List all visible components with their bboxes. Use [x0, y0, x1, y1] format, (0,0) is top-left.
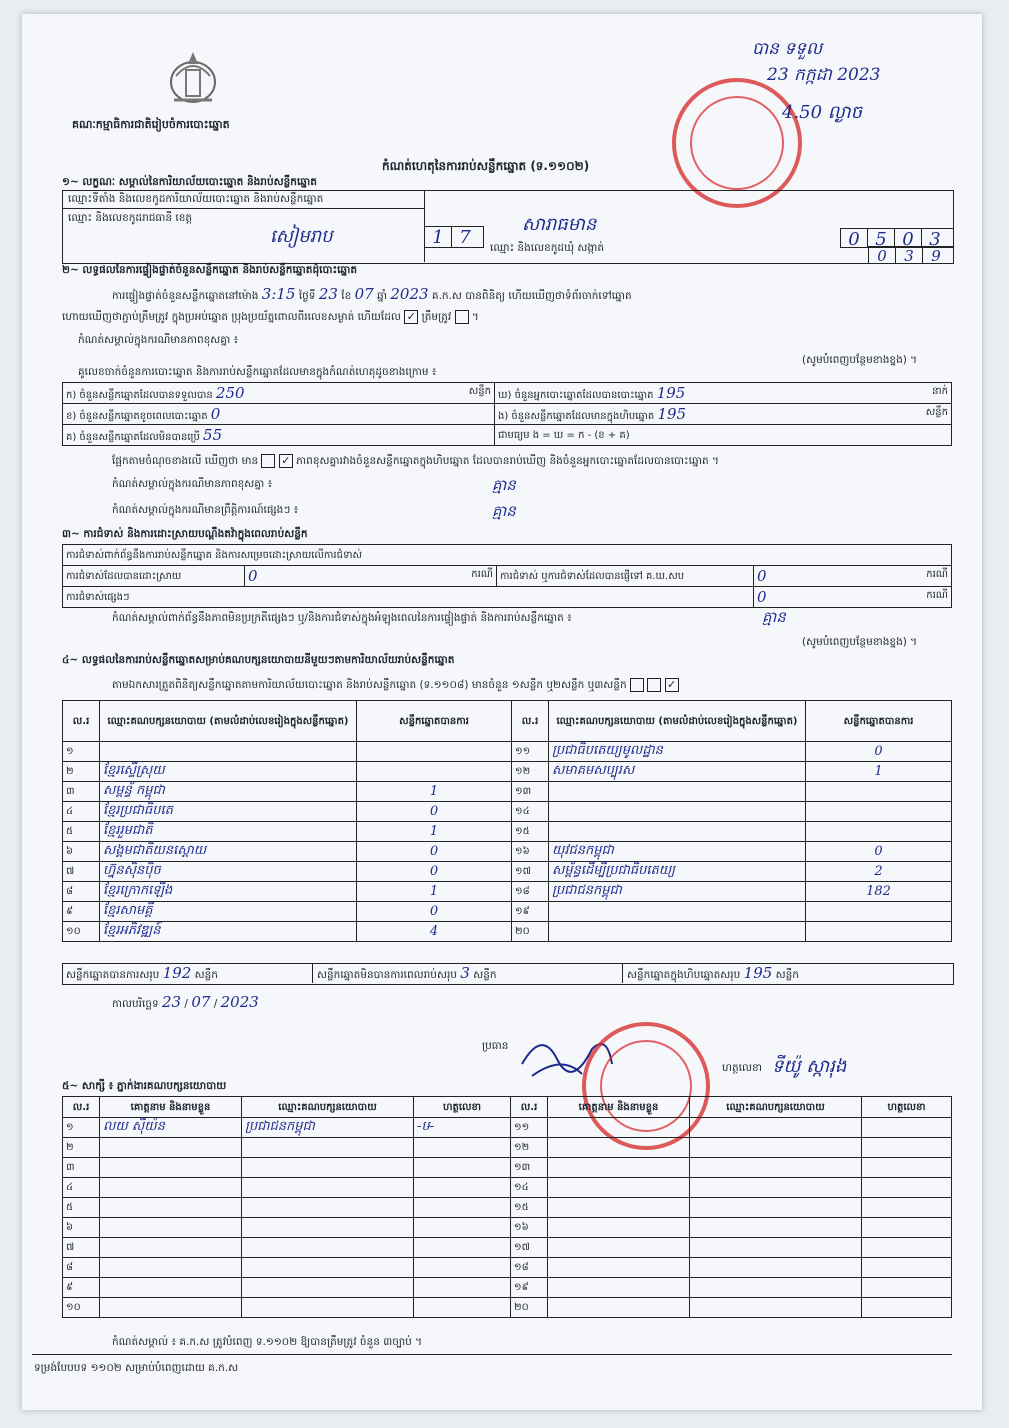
row-number: ១៧ [511, 1238, 548, 1258]
party-name: ខ្មែរសាមគ្គី [100, 902, 357, 922]
month-value: 07 [354, 285, 374, 303]
row-number: ២ [63, 1138, 100, 1158]
checkbox-empty[interactable] [455, 310, 469, 324]
table-row [63, 1198, 952, 1218]
party-name: សម្ព័ន្ធដើម្បីប្រជាធិបតេយ្យ [549, 862, 806, 882]
witness-name [548, 1118, 690, 1138]
province-code: 1 7 [424, 226, 484, 248]
witness-name [100, 1218, 242, 1238]
commune-label: ឈ្មោះ និងលេខកូដឃុំ សង្កាត់ [490, 242, 605, 254]
other-objection-count: 0 [757, 588, 767, 606]
section4-title: ៤~ លទ្ធផលនៃការរាប់សន្លឹកឆ្នោតសម្រាប់គណបក្សនយោបាយនីមួយៗតាមការិយាល័យរាប់សន្លឹកឆ្នោត [62, 654, 455, 666]
sign-label: ហត្ថលេខា [722, 1062, 762, 1074]
table-row [63, 1238, 952, 1258]
witness-party [690, 1298, 862, 1318]
total-in-box: សន្លឹកឆ្នោតក្នុងហិបឆ្នោតសរុប 195 សន្លឹក [627, 964, 799, 982]
objection-table: ការជំទាស់ពាក់ព័ន្ធនឹងការរាប់សន្លឹកឆ្នោត និងការសម្រេចដោះស្រាយលើការជំទាស់ ការជំទាស់ដែលបានដោះស្រាយ 0 ករណី ការជំទាស់ ឬការជំទាស់ដែលបានផ្ញើទៅ គ.ឃ.សប 0 ករណី ការជំទាស់ផ្សេងៗ 0 ករណី [62, 544, 952, 608]
witness-party [690, 1218, 862, 1238]
row-number: ៦ [63, 842, 100, 862]
party-name [549, 782, 806, 802]
witness-signature [862, 1278, 952, 1298]
party-name: ប្រជាធិបតេយ្យមូលដ្ឋាន [549, 742, 806, 762]
witness-name [100, 1138, 242, 1158]
row-number: ៦ [63, 1218, 100, 1238]
table-row [63, 862, 952, 882]
vote-count [357, 762, 512, 782]
table-row [63, 1218, 952, 1238]
party-name [549, 822, 806, 842]
witness-party [242, 1138, 414, 1158]
row-number: ២០ [512, 922, 549, 942]
row-number: ១៨ [511, 1258, 548, 1278]
section1-title: ១~ លក្ខណៈ សម្គាល់នៃការិយាល័យបោះឆ្នោត និងរាប់សន្លឹកឆ្នោត [62, 176, 317, 188]
witness-signature [862, 1258, 952, 1278]
committee-name: គណៈកម្មាធិការជាតិរៀបចំការបោះឆ្នោត [72, 118, 230, 131]
province-label: ឈ្មោះ និងលេខកូដរាជធានី ខេត្ត [68, 212, 193, 224]
witness-party: ប្រជាជនកម្ពុជា [242, 1118, 414, 1138]
checkbox-checked[interactable]: ✓ [279, 454, 293, 468]
vote-count: 1 [357, 782, 512, 802]
row-number: ៥ [63, 822, 100, 842]
vote-count: 0 [357, 842, 512, 862]
witness-name [548, 1218, 690, 1238]
table-row [63, 762, 952, 782]
fill-note-1: (សូមបំពេញបន្ថែមខាងខ្នង) ។ [802, 354, 918, 366]
witness-party [690, 1158, 862, 1178]
row-number: ១៤ [512, 802, 549, 822]
table-row [63, 882, 952, 902]
party-name [549, 902, 806, 922]
witness-party [242, 1198, 414, 1218]
table-row [63, 1138, 952, 1158]
row-number: ៥ [63, 1198, 100, 1218]
row-number: ១ [63, 1118, 100, 1138]
province-name: សៀមរាប [270, 226, 333, 247]
witness-party [242, 1258, 414, 1278]
witness-signature [414, 1198, 511, 1218]
party-name [549, 802, 806, 822]
vote-count: 0 [806, 842, 952, 862]
witness-party [242, 1158, 414, 1178]
table-row [63, 822, 952, 842]
witness-name: លយ ស៊ីយ៉ន [100, 1118, 242, 1138]
note2-label: កំណត់សម្គាល់ក្នុងករណីមានភាពខុសគ្នា ៖ [112, 478, 273, 490]
witness-name [548, 1158, 690, 1178]
checkbox-empty[interactable] [261, 454, 275, 468]
witness-party [242, 1218, 414, 1238]
witness-signature [414, 1258, 511, 1278]
witness-party [690, 1138, 862, 1158]
row-number: ១១ [512, 742, 549, 762]
section5-title: ៥~ សាក្សី ៖ ភ្នាក់ងារគណបក្សនយោបាយ [62, 1080, 227, 1092]
table-row [63, 1278, 952, 1298]
witness-name [548, 1278, 690, 1298]
received-note-line3: 4.50 ល្ងាច [782, 102, 863, 123]
vote-count [806, 782, 952, 802]
vote-count [806, 902, 952, 922]
row-number: ៩ [63, 902, 100, 922]
row-number: ១៩ [512, 902, 549, 922]
vote-count: 1 [357, 882, 512, 902]
witness-signature [862, 1218, 952, 1238]
fill-note-3: (សូមបំពេញបន្ថែមខាងខ្នង) ។ [802, 636, 918, 648]
section2-title: ២~ លទ្ធផលនៃការផ្ទៀងផ្ទាត់ចំនួនសន្លឹកឆ្នោត និងរាប់សន្លឹកឆ្នោតដុំបោះឆ្នោត [62, 264, 358, 276]
row-number: ៨ [63, 1258, 100, 1278]
row-number: ១០ [63, 922, 100, 942]
location-label: ឈ្មោះទីតាំង និងលេខកូដការិយាល័យបោះឆ្នោត និងរាប់សន្លឹកឆ្នោត [68, 193, 324, 205]
witness-party [242, 1238, 414, 1258]
table-row [63, 1118, 952, 1138]
row-number: ៤ [63, 802, 100, 822]
party-results-table: ល.រ ឈ្មោះគណបក្សនយោបាយ (តាមលំដាប់លេខរៀងក្នុងសន្លឹកឆ្នោត) សន្លឹកឆ្នោតបានការ ល.រ ឈ្មោះគណបក្សនយោបាយ (តាមលំដាប់លេខរៀងក្នុងសន្លឹកឆ្នោត) សន្លឹកឆ្នោតបានការ ១ ១១ ប្រជាធិបតេយ្យមូលដ្ឋាន 0 ២ ខ្មែរស្ទើស្រុយ ១២ សមាគមសប្បុរស 1 ៣ សម្ពន្ធ័ កម្ពុជា 1 ១៣ ៤ ខ្មែរប្រជាធិបតេ 0 ១៤ ៥ ខ្មែររួមជាតិ 1 ១៥ ៦ សង្គមជាតិយនស្ដោយ 0 ១៦ យុវជនកម្ពុជា 0 ៧ ហ្វ៊ុនស៊ិនប៉ិច 0 ១៧ សម្ព័ន្ធដើម្បីប្រជាធិបតេយ្យ 2 ៨ ខ្មែរក្រោកឡើង 1 ១៨ ប្រជាជនកម្ពុជា 182 ៩ ខ្មែរសាមគ្គី 0 ១៩ ១០ ខ្មែរអភិវឌ្ឍន៍ 4 ២០ [62, 700, 952, 942]
witness-party [242, 1298, 414, 1318]
witness-name [548, 1238, 690, 1258]
table-row [63, 842, 952, 862]
received-stamp [672, 78, 802, 208]
witness-signature [414, 1138, 511, 1158]
verification-line2: ហោយឃើញថាភ្ជាប់ត្រឹមត្រូវ ក្នុងប្រអប់ឆ្នោត ប្រុងប្រយ័ត្នពោលពីរលេខសម្ងាត់ ហើយដែល ✓ ត្រឹមត្រូវ ។ [62, 310, 479, 323]
vote-count [806, 802, 952, 822]
witness-signature [862, 1298, 952, 1318]
form-title: កំណត់ហេតុនៃការរាប់សន្លឹកឆ្នោត (ទ.១១០២) [382, 159, 590, 173]
row-number: ១៣ [511, 1158, 548, 1178]
party-name: យុវជនកម្ពុជា [549, 842, 806, 862]
vote-count: 0 [806, 742, 952, 762]
signature-date: កាលបរិច្ឆេទ 23 / 07 / 2023 [112, 993, 259, 1011]
row-number: ៤ [63, 1178, 100, 1198]
witness-signature [414, 1158, 511, 1178]
objection-note: កំណត់សម្គាល់ពាក់ព័ន្ធនឹងភាពមិនប្រក្រតីផ្សេងៗ ឬ/និងការជំទាស់ក្នុងអំឡុងពេលនៃការផ្ទៀងផ្ទាត់ និងការរាប់សន្លឹកឆ្នោត ៖ [112, 612, 572, 624]
row-number: ៨ [63, 882, 100, 902]
objection-note-value: គ្មាន [762, 608, 786, 626]
row-number: ១៧ [512, 862, 549, 882]
witness-party [690, 1118, 862, 1138]
witness-name [548, 1198, 690, 1218]
ballots-in-box: 195 [657, 404, 687, 423]
received-note-line2: 23 កក្កដា 2023 [767, 65, 881, 85]
table-row [63, 802, 952, 822]
form-code: ទម្រង់បែបបទ ១១០២ សម្រាប់បំពេញដោយ គ.ក.ស [34, 1362, 239, 1374]
checkbox-checked[interactable]: ✓ [404, 310, 418, 324]
witness-name [548, 1178, 690, 1198]
row-number: ៩ [63, 1278, 100, 1298]
witness-party [690, 1178, 862, 1198]
party-name: ខ្មែររួមជាតិ [100, 822, 357, 842]
witness-signature [414, 1298, 511, 1318]
vote-count [806, 822, 952, 842]
party-name: ខ្មែរស្ទើស្រុយ [100, 762, 357, 782]
witness-name [100, 1258, 242, 1278]
witness-signature [862, 1138, 952, 1158]
witness-name [548, 1298, 690, 1318]
row-number: ១១ [511, 1118, 548, 1138]
party-name: ហ្វ៊ុនស៊ិនប៉ិច [100, 862, 357, 882]
transferred-count: 0 [757, 567, 767, 585]
witness-name [100, 1198, 242, 1218]
total-invalid: សន្លឹកឆ្នោតមិនបានការពេលរាប់សរុប 3 សន្លឹក [317, 964, 497, 982]
witness-signature [862, 1118, 952, 1138]
table-row [63, 922, 952, 942]
footer-note: កំណត់សម្គាល់ ៖ គ.ក.ស ត្រូវបំពេញ ទ.១១០២ ឱ្យបានត្រឹមត្រូវ ចំនួន ៣ច្បាប់ ។ [112, 1336, 423, 1348]
count-intro: គូលេខចាក់ចំនួនការបោះឆ្នោត និងការរាប់សន្លឹកឆ្នោតដែលមានក្នុងកំណត់ហេតុដូចខាងក្រោម ៖ [78, 366, 437, 378]
row-number: ១ [63, 742, 100, 762]
row-number: ៣ [63, 782, 100, 802]
ballot-count-table: ក) ចំនួនសន្លឹកឆ្នោតដែលបានទទួលបាន 250 សន្លឹក ឃ) ចំនួនអ្នកបោះឆ្នោតដែលបានបោះឆ្នោត 195 នាក់ ខ) ចំនួនសន្លឹកឆ្នោតខូចពេលបោះឆ្នោត 0 ង) ចំនួនសន្លឹកឆ្នោតដែលមានក្នុងហិបឆ្នោត 195 សន្លឹក គ) ចំនួនសន្លឹកឆ្នោតដែលមិនបានប្រើ 55 ជាមធ្យម ង = ឃ = ក - (ខ + គ) [62, 382, 952, 446]
witness-signature [414, 1178, 511, 1198]
received-note-line1: បាន ទទួល [752, 39, 823, 59]
row-number: ១៤ [511, 1178, 548, 1198]
table-row [63, 782, 952, 802]
witness-name [100, 1278, 242, 1298]
table-row [63, 1158, 952, 1178]
party-name [549, 922, 806, 942]
row-number: ៧ [63, 862, 100, 882]
table-row [63, 1178, 952, 1198]
section4-intro: តាមឯកសារត្រួតពិនិត្យសន្លឹកឆ្នោតតាមការិយាល័យបោះឆ្នោត និងរាប់សន្លឹកឆ្នោត (ទ.១១០៨) មានចំនួន ១សន្លឹក ឬ២សន្លឹក ឬ៣សន្លឹក ✓ [112, 678, 679, 692]
vote-count: 1 [806, 762, 952, 782]
row-number: ២ [63, 762, 100, 782]
witness-party [690, 1238, 862, 1258]
year-value: 2023 [390, 285, 429, 303]
row-number: ៣ [63, 1158, 100, 1178]
row-number: ១៥ [511, 1198, 548, 1218]
party-name: សម្ពន្ធ័ កម្ពុជា [100, 782, 357, 802]
witness-name [548, 1258, 690, 1278]
witness-table: ល.រ គោត្តនាម និងនាមខ្លួន ឈ្មោះគណបក្សនយោបាយ ហត្ថលេខា ល.រ គោត្តនាម និងនាមខ្លួន ឈ្មោះគណបក្សនយោបាយ ហត្ថលេខា ១ លយ ស៊ីយ៉ន ប្រជាជនកម្ពុជា -ឞ- ១១ ២ ១២ ៣ ១៣ ៤ ១៤ ៥ ១៥ ៦ ១៦ ៧ ១៧ ៨ ១៨ ៩ ១៩ ១០ ២០ [62, 1096, 952, 1318]
witness-signature [862, 1198, 952, 1218]
vote-count: 182 [806, 882, 952, 902]
note3-label: កំណត់សម្គាល់ក្នុងករណីមានព្រឹត្តិការណ៍ផ្សេងៗ ៖ [112, 504, 299, 516]
spoiled-ballots: 0 [210, 404, 221, 423]
party-name: ខ្មែរអភិវឌ្ឍន៍ [100, 922, 357, 942]
party-name: ប្រជាជនកម្ពុជា [549, 882, 806, 902]
formula: ជាមធ្យម ង = ឃ = ក - (ខ + គ) [495, 425, 952, 446]
vote-count: 2 [806, 862, 952, 882]
checkbox-checked[interactable]: ✓ [665, 678, 679, 692]
witness-signature [862, 1178, 952, 1198]
witness-party [690, 1198, 862, 1218]
total-valid: សន្លឹកឆ្នោតបានការសរុប 192 សន្លឹក [66, 964, 218, 982]
witness-signature [414, 1218, 511, 1238]
vote-count [806, 922, 952, 942]
checkbox-empty[interactable] [630, 678, 644, 692]
difference-note-label: កំណត់សម្គាល់ក្នុងករណីមានភាពខុសគ្នា ៖ [78, 334, 239, 346]
row-number: ១៦ [511, 1218, 548, 1238]
witness-name [100, 1158, 242, 1178]
witness-signature [414, 1278, 511, 1298]
party-name: ខ្មែរប្រជាធិបតេ [100, 802, 357, 822]
witness-signature: -ឞ- [414, 1118, 511, 1138]
party-name [100, 742, 357, 762]
row-number: ១៩ [511, 1278, 548, 1298]
discrepancy-check: ផ្អែកតាមចំណុចខាងលើ ឃើញថា មាន ✓ ភាពខុសគ្នារវាងចំនួនសន្លឹកឆ្នោតក្នុងហិបឆ្នោត ដែលបានរាប់ឃើញ និងចំនួនអ្នកបោះឆ្នោតដែលបានបោះឆ្នោត ។ [112, 454, 719, 467]
witness-party [242, 1278, 414, 1298]
vote-count: 0 [357, 802, 512, 822]
table-row [63, 742, 952, 762]
row-number: ១៨ [512, 882, 549, 902]
resolved-count: 0 [248, 567, 258, 585]
row-number: ១៥ [512, 822, 549, 842]
row-number: ១២ [512, 762, 549, 782]
time-value: 3:15 [261, 285, 296, 303]
district-name: សារាធមាន [522, 214, 597, 235]
witness-name [100, 1238, 242, 1258]
witness-party [242, 1178, 414, 1198]
vote-count: 0 [357, 902, 512, 922]
voters-count: 195 [656, 383, 686, 402]
commune-code-bottom: 0 3 9 [868, 246, 954, 264]
party-name: ខ្មែរក្រោកឡើង [100, 882, 357, 902]
unused-ballots: 55 [203, 425, 223, 444]
witness-signature [862, 1238, 952, 1258]
chair-signature-name: ទីយ៉ូ ស្ការុង [772, 1056, 847, 1077]
witness-name [548, 1138, 690, 1158]
note3-value: គ្មាន [492, 502, 516, 520]
witness-signature [414, 1238, 511, 1258]
commune-code-top: 0 5 0 3 [840, 228, 954, 248]
row-number: ៧ [63, 1238, 100, 1258]
chair-label: ប្រធាន [482, 1040, 509, 1052]
table-row [63, 1298, 952, 1318]
witness-name [100, 1298, 242, 1318]
vote-count: 1 [357, 822, 512, 842]
vote-count: 0 [357, 862, 512, 882]
vote-count: 4 [357, 922, 512, 942]
document-sheet [22, 14, 982, 1410]
received-ballots: 250 [215, 383, 245, 402]
witness-name [100, 1178, 242, 1198]
note2-value: គ្មាន [492, 476, 516, 494]
row-number: ២០ [511, 1298, 548, 1318]
checkbox-empty[interactable] [647, 678, 661, 692]
witness-signature [862, 1158, 952, 1178]
party-name: សមាគមសប្បុរស [549, 762, 806, 782]
day-value: 23 [318, 285, 338, 303]
row-number: ១២ [511, 1138, 548, 1158]
row-number: ១០ [63, 1298, 100, 1318]
witness-party [690, 1278, 862, 1298]
table-row [63, 902, 952, 922]
royal-emblem-icon [162, 46, 224, 110]
verification-intro: ការផ្ទៀងផ្ទាត់ចំនួនសន្លឹកឆ្នោតនៅម៉ោង 3:15 ថ្ងៃទី 23 ខែ 07 ឆ្នាំ 2023 គ.ក.ស បានពិនិត្យ ហើយឃើញថាទំព័រចាក់ទៅឆ្នោត [112, 285, 632, 303]
vote-count [357, 742, 512, 762]
section3-title: ៣~ ការជំទាស់ និងការដោះស្រាយបណ្តឹងតវ៉ាក្នុងពេលរាប់សន្លឹក [62, 528, 308, 540]
party-name: សង្គមជាតិយនស្ដោយ [100, 842, 357, 862]
row-number: ១៣ [512, 782, 549, 802]
witness-party [690, 1258, 862, 1278]
table-row [63, 1258, 952, 1278]
row-number: ១៦ [512, 842, 549, 862]
